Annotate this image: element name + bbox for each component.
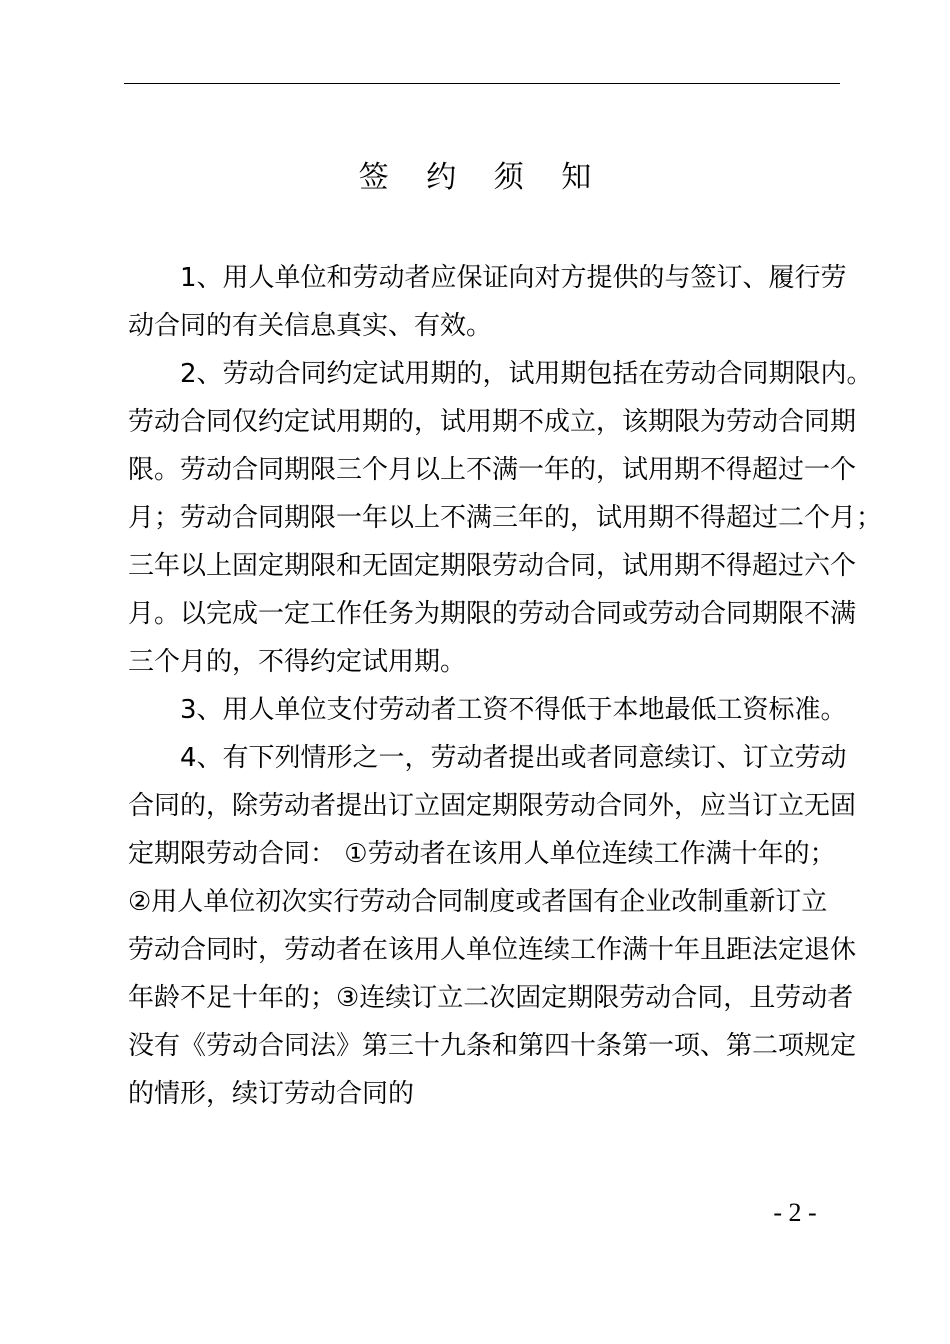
clause-1-line-1: 1、用人单位和劳动者应保证向对方提供的与签订、履行劳 [180, 263, 847, 293]
clause-4-line-4: ②用人单位初次实行劳动合同制度或者国有企业改制重新订立 [128, 887, 828, 917]
clause-4-line-5: 劳动合同时，劳动者在该用人单位连续工作满十年且距法定退休 [128, 935, 857, 965]
header-rule [124, 83, 840, 84]
clause-2-line-6: 月。以完成一定工作任务为期限的劳动合同或劳动合同期限不满 [128, 599, 857, 629]
clause-2-line-7: 三个月的，不得约定试用期。 [128, 647, 467, 677]
clause-4-line-8: 的情形，续订劳动合同的 [128, 1079, 415, 1109]
clause-3-line-1: 3、用人单位支付劳动者工资不得低于本地最低工资标准。 [180, 695, 847, 725]
clause-2-line-1: 2、劳动合同约定试用期的，试用期包括在劳动合同期限内。 [180, 359, 873, 389]
page-number: - 2 - [773, 1198, 817, 1227]
clause-2-line-2: 劳动合同仅约定试用期的，试用期不成立，该期限为劳动合同期 [128, 407, 857, 437]
clause-2-line-5: 三年以上固定期限和无固定期限劳动合同，试用期不得超过六个 [128, 551, 857, 581]
clause-2-line-4: 月；劳动合同期限一年以上不满三年的，试用期不得超过二个月； [128, 503, 883, 533]
clause-4-line-7: 没有《劳动合同法》第三十九条和第四十条第一项、第二项规定 [128, 1031, 857, 1061]
clause-4-line-1: 4、有下列情形之一，劳动者提出或者同意续订、订立劳动 [180, 743, 847, 773]
clause-4-line-6: 年龄不足十年的；③连续订立二次固定期限劳动合同，且劳动者 [128, 983, 854, 1013]
document-title: 签 约 须 知 [358, 160, 606, 195]
clause-4-line-2: 合同的，除劳动者提出订立固定期限劳动合同外，应当订立无固 [128, 791, 857, 821]
clause-2-line-3: 限。劳动合同期限三个月以上不满一年的，试用期不得超过一个 [128, 455, 857, 485]
clause-4-line-3: 定期限劳动合同： ①劳动者在该用人单位连续工作满十年的； [128, 839, 836, 869]
document-body [128, 254, 883, 1118]
clause-1-line-2: 动合同的有关信息真实、有效。 [128, 311, 493, 341]
